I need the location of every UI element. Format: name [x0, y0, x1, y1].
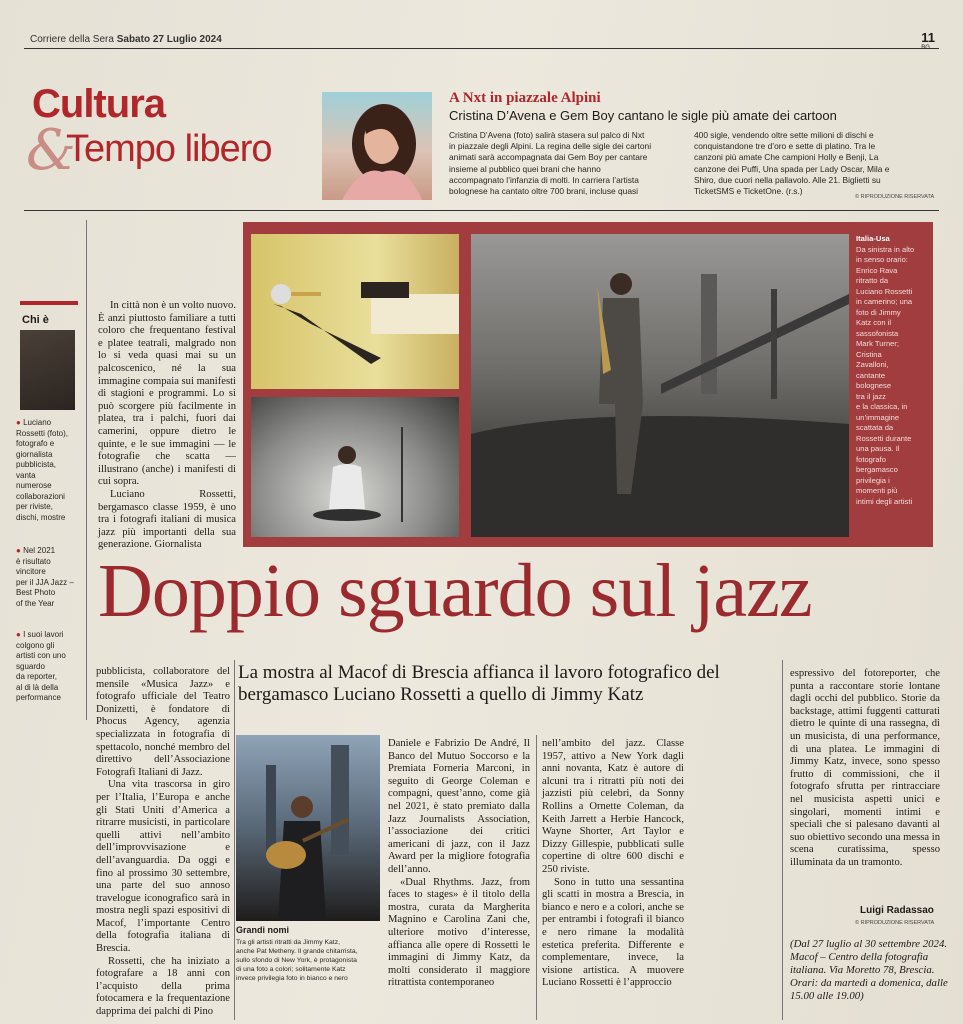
exhibition-info: (Dal 27 luglio al 30 settembre 2024. Macof – Centro della fotografia italiana. Via Moretto 78, Brescia. Orari: da martedì a domenica, dalle 15.00 alle 19.00) — [790, 938, 948, 1002]
photo-spread — [243, 222, 933, 547]
photo-enrico-rava — [251, 234, 459, 389]
box-kicker: A Nxt in piazzale Alpini — [449, 90, 601, 106]
issue-date: Sabato 27 Luglio 2024 — [116, 34, 222, 45]
section-ampersand: & — [26, 118, 76, 183]
article-column-2: Daniele e Fabrizio De André, Il Banco del Mutuo Soccorso e la Premiata Forneria Marconi, in seguito di George Coleman e compagni, quest’anno, come già nel 2021, è stato premiato dalla Jazz Journalists Association, l’associazione dei critici americani di jazz, con il Jazz Award per la migliore fotografia dell’anno. «Dual Rhythms. Jazz, from faces to stages» è il titolo della mostra, curata da Margherita Magnino e Carolina Zani che, ulteriore motivo d’interesse, affianca alle opere di Rossetti le immagini di Jimmy Katz, da molti considerato il maggiore ritrattista contemporaneo — [388, 738, 530, 989]
section-title-tempo-libero: Tempo libero — [66, 128, 272, 170]
section-rule — [24, 210, 939, 211]
photo-caption: Italia-Usa Da sinistra in alto in senso orario: Enrico Rava ritratto da Luciano Rossetti in camerino; una foto di Jimmy Katz con il sassofonista Mark Turner; Cristina Zavalloni, cantante bolognese tra il jazz e la classica, in un’immagine scattata da Rossetti durante una pausa. Il fotografo bergamasco privilegia i momenti più intimi degli artisti — [856, 234, 915, 506]
photo-mark-turner — [471, 234, 849, 537]
paper-name: Corriere della Sera — [30, 34, 114, 45]
article-column-3: nell’ambito del jazz. Classe 1957, attivo a New York dagli anni novanta, Katz è autore di alcuni tra i ritratti più noti dei jazzisti più celebri, da Sonny Rollins a Ornette Coleman, da Keith Jarrett a Herbie Hancock, Wayne Shorter, Art Taylor e Dizzy Gillespie, pubblicati sulle copertine di oltre 600 dischi e 250 riviste. Sono in tutto una sessantina gli scatti in mostra a Brescia, in bianco e nero e a colori, anche se per entrambi i fotografi il bianco e nero rimane la modalità estetica preferita. Differente e complementare, invece, la visione artistica. A muovere Luciano Rossetti è l’approccio — [542, 738, 684, 989]
sidebar-divider — [86, 220, 87, 720]
inset-caption: Tra gli artisti ritratti da Jimmy Katz, anche Pat Metheny. Il grande chitarrista, sullo sfondo di New York, è protagonista di una foto a colori; solitamente Katz invece privilegia foto in bianco e nero — [236, 939, 358, 982]
column-divider-3 — [782, 660, 783, 1020]
sidebar-heading: Chi è — [22, 314, 49, 326]
article-column-4: espressivo del fotoreporter, che punta a raccontare storie lontane dagli occhi del pubblico. Storie da backstage, attimi fuggenti catturati dietro le quinte di una rassegna, di un musicista, di una performance, di una platea. Le immagini di Jimmy Katz, invece, sono spesso frutto di commissioni, che il fotografo sfrutta per rintracciare nel musicista aspetti unici e singolari, momenti intimi e speciali che si palesano davanti al suo obiettivo secondo una messa in scena curatissima, spesso illuminata da un tramonto. — [790, 668, 940, 868]
column-divider-1 — [234, 660, 235, 1020]
column-divider-2 — [536, 735, 537, 1020]
box-headline: Cristina D’Avena e Gem Boy cantano le sigle più amate dei cartoon — [449, 108, 837, 123]
section-title-cultura: Cultura — [32, 82, 165, 126]
article-title: Doppio sguardo sul jazz — [98, 549, 812, 633]
box-column-2: 400 sigle, vendendo oltre sette milioni di dischi e conquistandone tre d’oro e sette di platino. Tra le canzoni più amate Che campioni Holly e Benji, La canzone dei Puffi, Una spada per Lady Oscar, Mila e Shiro, due cuori nella pallavolo. Alle 21. Biglietti su TicketSMS e TicketOne. (r.s.) — [694, 130, 890, 197]
rossetti-thumbnail — [20, 330, 75, 410]
sidebar-note-3: ● I suoi lavori colgono gli artisti con uno sguardo da reporter, al di là della performance — [16, 630, 66, 702]
page-number-value: 11 — [921, 30, 935, 45]
article-intro: In città non è un volto nuovo. È anzi piuttosto familiare a tutti coloro che frequentano festival e platee teatrali, malgrado non lo si veda quasi mai su un palcoscenico, né la sua immagine compaia sui manifesti di stagioni e programmi. Lo si può scorgere più facilmente in platea, tra i palchi, fuori dai camerini, oppure dietro le quinte, e le sue immagini — le fotografie che scatta — illustrano (anche) i manifesti di cui sopra. Luciano Rossetti, bergamasco classe 1959, è uno tra i fotografi italiani di musica jazz più importanti della sua generazione. Giornalista — [98, 300, 236, 551]
sidebar-note-2: ● Nel 2021 è risultato vincitore per il JJA Jazz – Best Photo of the Year — [16, 546, 74, 608]
cristina-davena-photo — [322, 92, 432, 200]
box-reserved: © RIPRODUZIONE RISERVATA — [855, 194, 935, 200]
byline-reserved: © RIPRODUZIONE RISERVATA — [855, 920, 935, 926]
byline: Luigi Radassao — [860, 905, 934, 916]
masthead — [30, 34, 222, 45]
box-column-1: Cristina D’Avena (foto) salirà stasera sul palco di Nxt in piazzale degli Alpini. La regina delle sigle dei cartoni animati sarà accompagnata dai Gem Boy per cantare insieme al pubblico quei brani che hanno accompagnato l’infanzia di molti. In carriera l’artista bolognese ha cantato oltre 700 brani, incluse quasi — [449, 130, 652, 197]
sidebar-note-1: ● Luciano Rossetti (foto), fotografo e giornalista pubblicista, vanta numerose collaborazioni per riviste, dischi, mostre — [16, 418, 69, 522]
sidebar-accent — [20, 301, 78, 305]
photo-pat-metheny — [236, 735, 380, 921]
masthead-rule — [24, 48, 939, 49]
article-column-1: pubblicista, collaboratore del mensile «Musica Jazz» e fotografo ufficiale del Teatro Donizetti, è fondatore di Phocus Agency, agenzia specializzata in fotografia di spettacolo, nonché membro del direttivo dell’Associazione Fotografi Italiani di Jazz. Una vita trascorsa in giro per l’Italia, l’Europa e anche gli Stati Uniti d’America a ritrarre musicisti, in particolare quelli attivi nell’ambito dell’improvvisazione e dell’avanguardia. Da oggi e fino al prossimo 30 settembre, una parte del suo annoso travelogue iconografico sarà in mostra negli spazi espositivi di Macof, l’importante Centro della fotografia italiana di Brescia. Rossetti, che ha iniziato a fotografare a 18 anni con l’acquisto della prima fotocamera e la frequentazione dapprima dei palchi di Pino — [96, 666, 230, 1018]
photo-cristina-zavalloni — [251, 397, 459, 537]
inset-heading: Grandi nomi — [236, 925, 290, 935]
article-subtitle: La mostra al Macof di Brescia affianca il lavoro fotografico del bergamasco Luciano Rossetti a quello di Jimmy Katz — [238, 662, 720, 705]
